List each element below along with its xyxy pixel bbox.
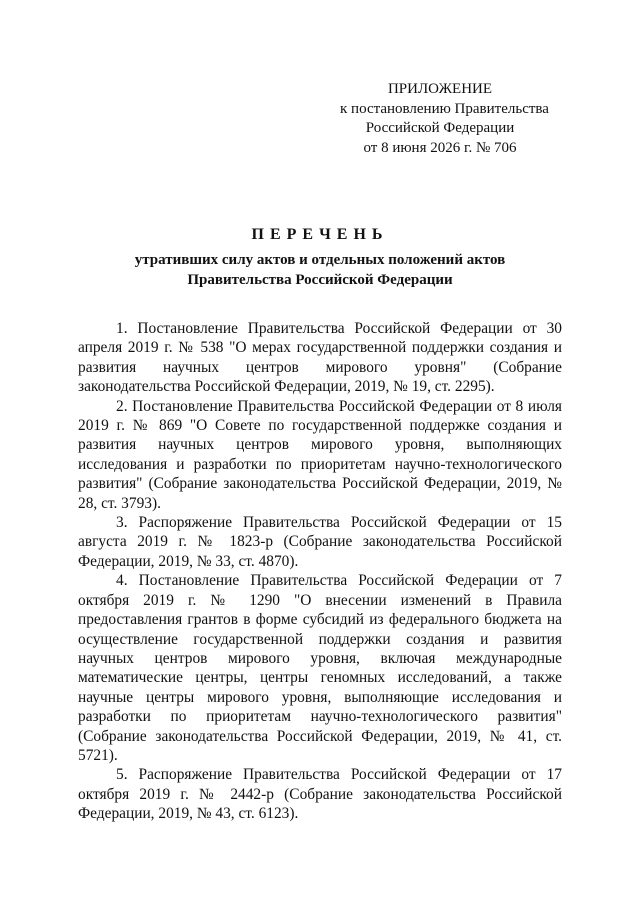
subtitle-line-1: утративших силу актов и отдельных положений актов xyxy=(134,252,506,268)
appendix-line-2: к постановлению Правительства xyxy=(340,100,549,117)
appendix-line-3: Российской Федерации xyxy=(365,120,515,136)
list-item: 1. Постановление Правительства Российской Федерации от 30 апреля 2019 г. № 538 "О мерах государственной поддержки создания и развития научных центров мирового уровня" (Собрание законодательства Российской Федерации, 2019, № 19, ст. 2295). xyxy=(78,320,562,396)
list-item: 3. Распоряжение Правительства Российской Федерации от 15 августа 2019 г. № 1823-р (Собрание законодательства Российской Федерации, 2019, № 33, ст. 4870). xyxy=(78,514,562,570)
appendix-heading: ПРИЛОЖЕНИЕ xyxy=(387,81,493,97)
document-subtitle xyxy=(0,251,640,290)
list-item: 5. Распоряжение Правительства Российской Федерации от 17 октября 2019 г. № 2442-р (Собрание законодательства Российской Федерации, 2019, № 43, ст. 6123). xyxy=(78,766,562,823)
appendix-block xyxy=(340,80,549,158)
appendix-date-number: от 8 июня 2026 г. № 706 xyxy=(363,139,517,156)
subtitle-line-2: Правительства Российской Федерации xyxy=(187,271,453,288)
document-body xyxy=(78,319,562,824)
document-title: ПЕРЕЧЕНЬ xyxy=(251,226,389,243)
list-item: 2. Постановление Правительства Российской Федерации от 8 июля 2019 г. № 869 "О Совете по государственной поддержке создания и развития научных центров мирового уровня, выполняющих исследования и разработки по приоритетам научно-технологического развития" (Собрание законодательства Российской Федерации, 2019, № 28, ст. 3793). xyxy=(78,397,562,512)
list-item: 4. Постановление Правительства Российской Федерации от 7 октября 2019 г. № 1290 "О внесении изменений в Правила предоставления грантов в форме субсидий из федерального бюджета на осуществление государственной поддержки создания и развития научных центров мирового уровня, включая международные математические центры, центры геномных исследований, а также научные центры мирового уровня, выполняющие исследования и разработки по приоритетам научно-технологического развития" (Собрание законодательства Российской Федерации, 2019, № 41, ст. 5721). xyxy=(78,572,562,764)
